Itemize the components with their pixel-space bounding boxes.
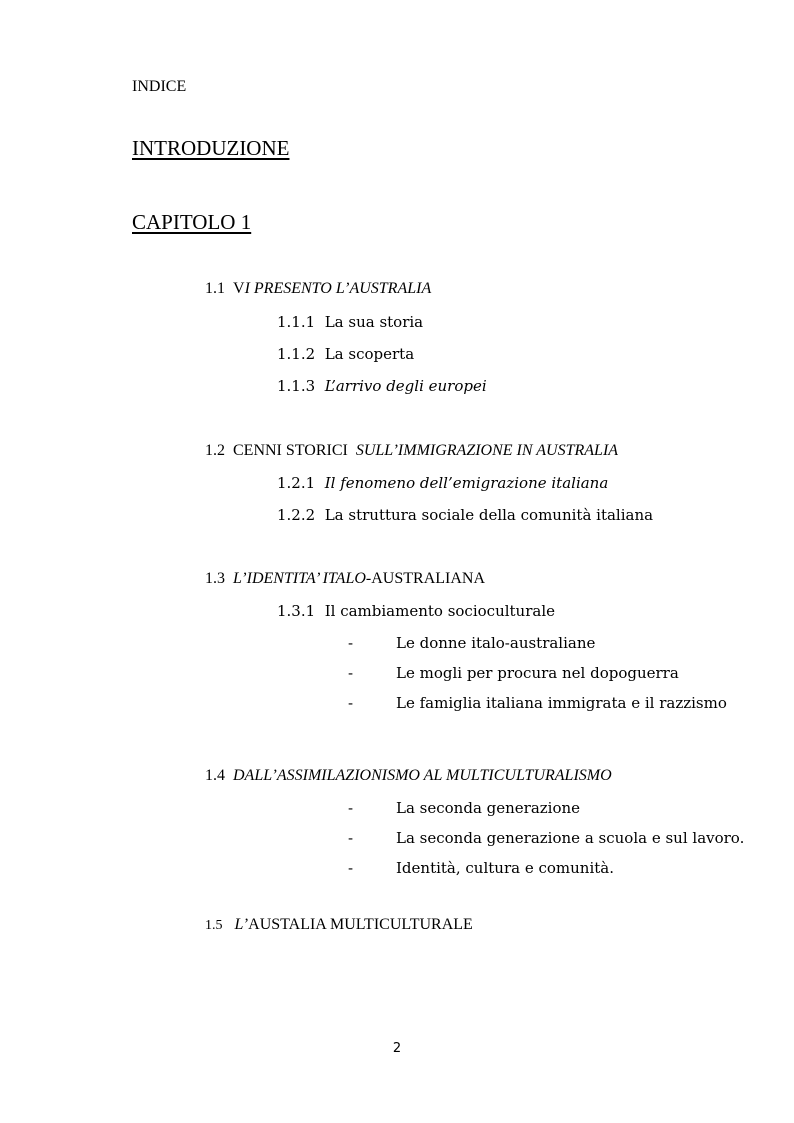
bullet-dash: - (348, 799, 354, 817)
section-number: 1.5 (205, 918, 223, 933)
bullet-dash: - (348, 859, 354, 877)
subsection-text: La struttura sociale della comunità italiana (324, 506, 654, 524)
list-item (0, 799, 794, 819)
subsection-1-1-1 (277, 313, 423, 331)
section-number: 1.3 (205, 570, 225, 587)
section-title-italic: DALL’ASSIMILAZIONISMO AL MULTICULTURALISMO (233, 767, 612, 784)
subsection-number: 1.1.1 (277, 313, 316, 331)
subsection-number: 1.1.3 (277, 377, 316, 395)
subsection-number: 1.2.2 (277, 506, 316, 524)
section-1-2 (205, 442, 618, 460)
bullet-dash: - (348, 694, 354, 712)
section-1-1 (205, 280, 431, 298)
subsection-1-3-1 (277, 602, 555, 620)
subsection-text: La sua storia (324, 313, 424, 331)
section-1-5 (205, 916, 473, 934)
subsection-text: La scoperta (324, 345, 415, 363)
section-title-plain: AUSTALIA MULTICULTURALE (248, 916, 473, 933)
subsection-1-1-3 (277, 377, 487, 395)
section-title-italic: SULL’IMMIGRAZIONE IN AUSTRALIA (355, 442, 619, 459)
subsection-text: L’arrivo degli europei (324, 377, 487, 395)
subsection-text: Il fenomeno dell’emigrazione italiana (324, 474, 609, 492)
subsection-1-1-2 (277, 345, 414, 363)
section-title-plain: AUSTRALIANA (371, 570, 486, 587)
section-1-4 (205, 767, 612, 785)
section-title-italic: L’IDENTITA’ ITALO- (233, 570, 372, 587)
section-title-plain: CENNI STORICI (233, 442, 348, 459)
bullet-dash: - (348, 634, 354, 652)
subsection-number: 1.3.1 (277, 602, 316, 620)
bullet-text: Identità, cultura e comunità. (396, 859, 614, 877)
bullet-text: Le famiglia italiana immigrata e il razzismo (396, 694, 727, 712)
list-item (0, 829, 794, 849)
bullet-dash: - (348, 829, 354, 847)
subsection-number: 1.1.2 (277, 345, 316, 363)
list-item (0, 634, 794, 654)
bullet-text: Le mogli per procura nel dopoguerra (396, 664, 679, 682)
bullet-text: La seconda generazione a scuola e sul lavoro. (396, 829, 745, 847)
list-item (0, 694, 794, 714)
bullet-text: La seconda generazione (396, 799, 581, 817)
subsection-1-2-2 (277, 506, 653, 524)
subsection-1-2-1 (277, 474, 608, 492)
subsection-number: 1.2.1 (277, 474, 316, 492)
introduction-heading: INTRODUZIONE (132, 136, 290, 160)
section-1-3 (205, 570, 485, 588)
section-number: 1.4 (205, 767, 225, 784)
chapter-heading: CAPITOLO 1 (132, 210, 252, 234)
subsection-text: Il cambiamento socioculturale (324, 602, 555, 620)
page-number: 2 (392, 1041, 402, 1056)
bullet-dash: - (348, 664, 354, 682)
list-item (0, 859, 794, 879)
section-title-italic: L’ (234, 916, 249, 933)
section-number: 1.2 (205, 442, 225, 459)
index-title: INDICE (132, 78, 187, 95)
list-item (0, 664, 794, 684)
bullet-text: Le donne italo-australiane (396, 634, 596, 652)
section-title-italic: I PRESENTO L’AUSTRALIA (244, 280, 432, 297)
section-number: 1.1 (205, 280, 225, 297)
section-title-plain: V (233, 280, 245, 297)
